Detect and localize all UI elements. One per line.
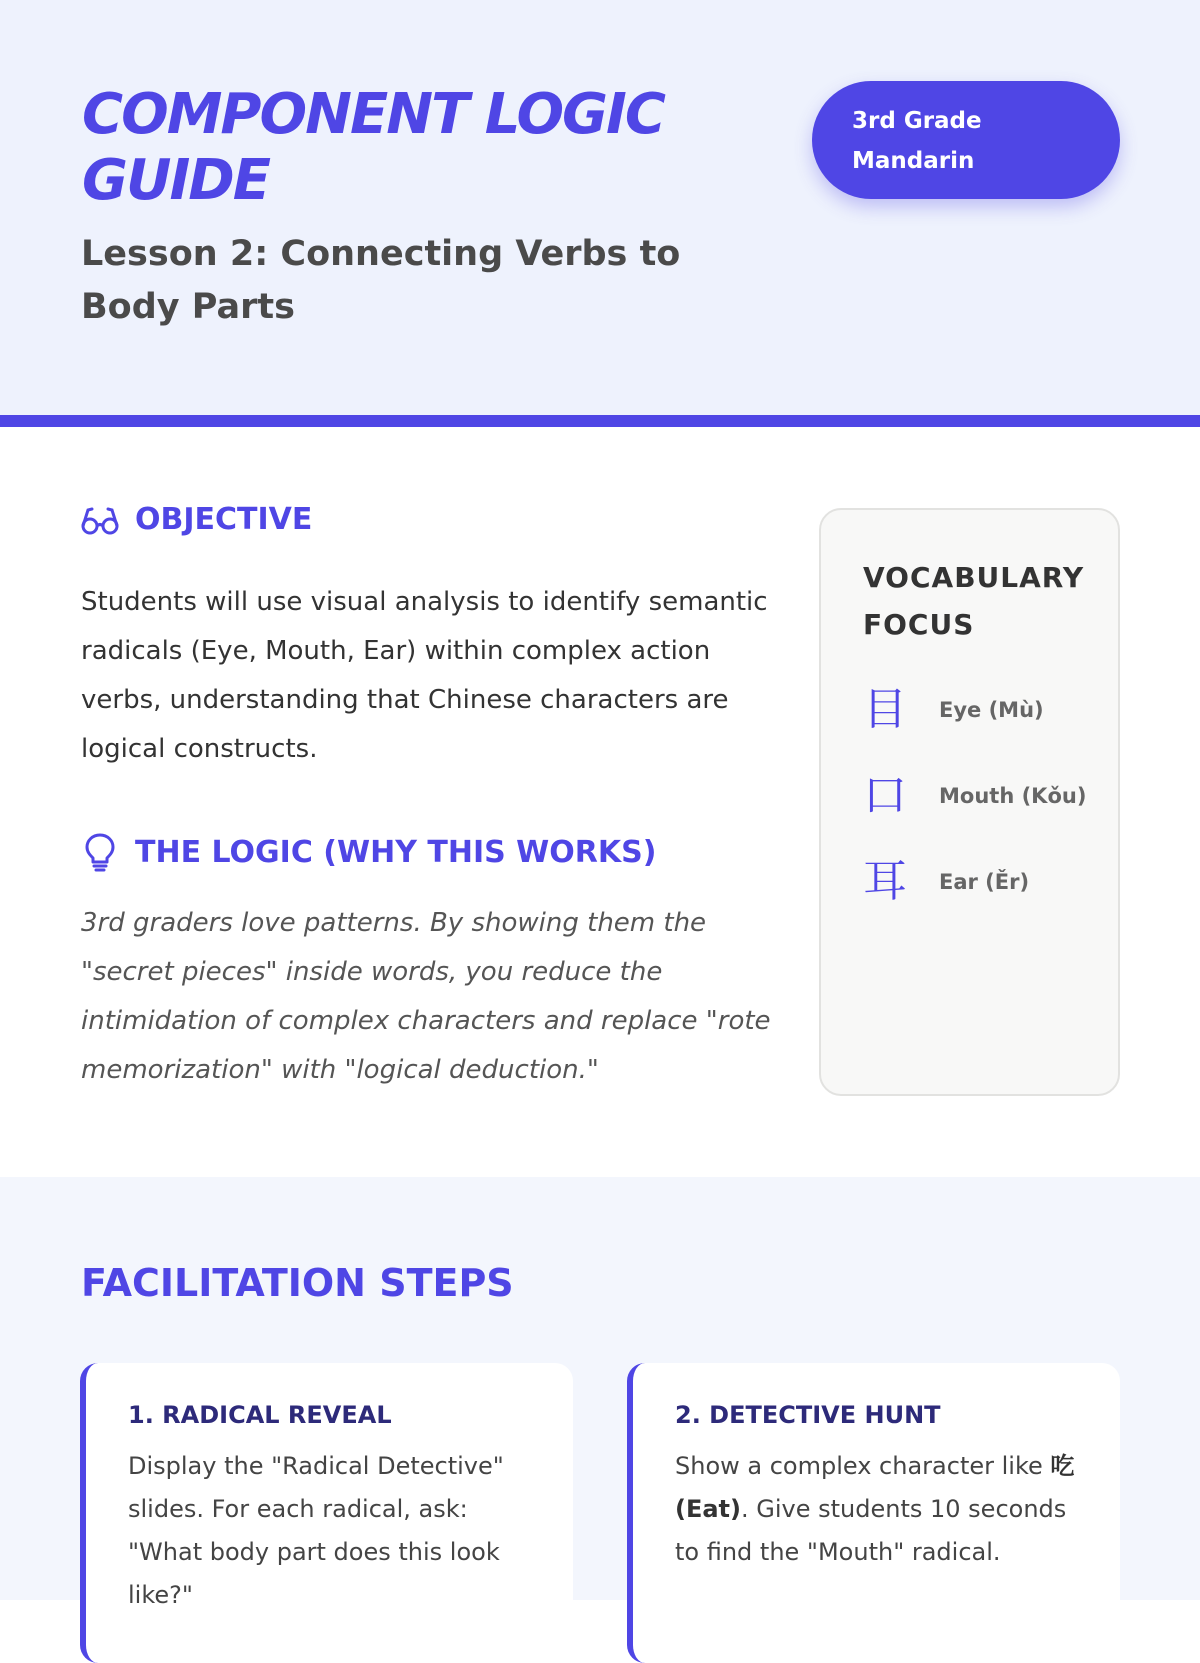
vocab-item-eye [863, 680, 1103, 740]
step-card-detective-hunt [627, 1363, 1120, 1663]
vocab-item-mouth [863, 766, 1103, 826]
step-body: Display the "Radical Detective" slides. For each radical, ask: "What body part does this look like?" [128, 1452, 504, 1609]
objective-heading-label: OBJECTIVE [135, 502, 313, 537]
facilitation-steps-section [0, 1177, 1200, 1609]
logic-text: 3rd graders love patterns. By showing them the "secret pieces" inside words, you reduce the intimidation of complex characters and replace "rote memorization" with "logical deduction." [81, 908, 771, 1085]
page-title: COMPONENT LOGIC GUIDE [82, 82, 664, 213]
vocabulary-title: VOCABULARY FOCUS [863, 561, 1085, 641]
step-body-text: . Give students 10 seconds to find the "Mouth" radical. [675, 1495, 1067, 1566]
vocab-char: 耳 [863, 856, 907, 907]
header [0, 0, 1200, 427]
vocab-char: 口 [863, 770, 907, 821]
logic-heading [81, 832, 656, 872]
glasses-icon [81, 504, 119, 536]
step-body-text: Show a complex character like [675, 1452, 1051, 1480]
step-title: 2. DETECTIVE HUNT [675, 1401, 941, 1429]
steps-heading: FACILITATION STEPS [81, 1261, 514, 1305]
step-title: 1. RADICAL REVEAL [128, 1401, 392, 1429]
lesson-subtitle: Lesson 2: Connecting Verbs to Body Parts [81, 234, 681, 327]
step-body [675, 1445, 1085, 1574]
vocab-label: Ear (Ěr) [939, 870, 1030, 894]
vocab-char: 目 [863, 684, 907, 735]
vocab-item-ear [863, 852, 1103, 912]
lightbulb-icon [81, 832, 119, 872]
step-card-radical-reveal [80, 1363, 573, 1663]
step-body-emphasis: 吃 (Eat) [675, 1452, 1075, 1523]
vocab-label: Eye (Mù) [939, 698, 1044, 722]
vocab-label: Mouth (Kǒu) [939, 784, 1087, 808]
grade-badge: 3rd Grade Mandarin [812, 81, 1120, 199]
logic-heading-label: THE LOGIC (WHY THIS WORKS) [135, 834, 657, 870]
objective-heading [81, 502, 312, 537]
vocabulary-card [819, 508, 1120, 1096]
objective-text: Students will use visual analysis to identify semantic radicals (Eye, Mouth, Ear) within complex action verbs, understanding that Chinese characters are logical constructs. [81, 587, 768, 764]
